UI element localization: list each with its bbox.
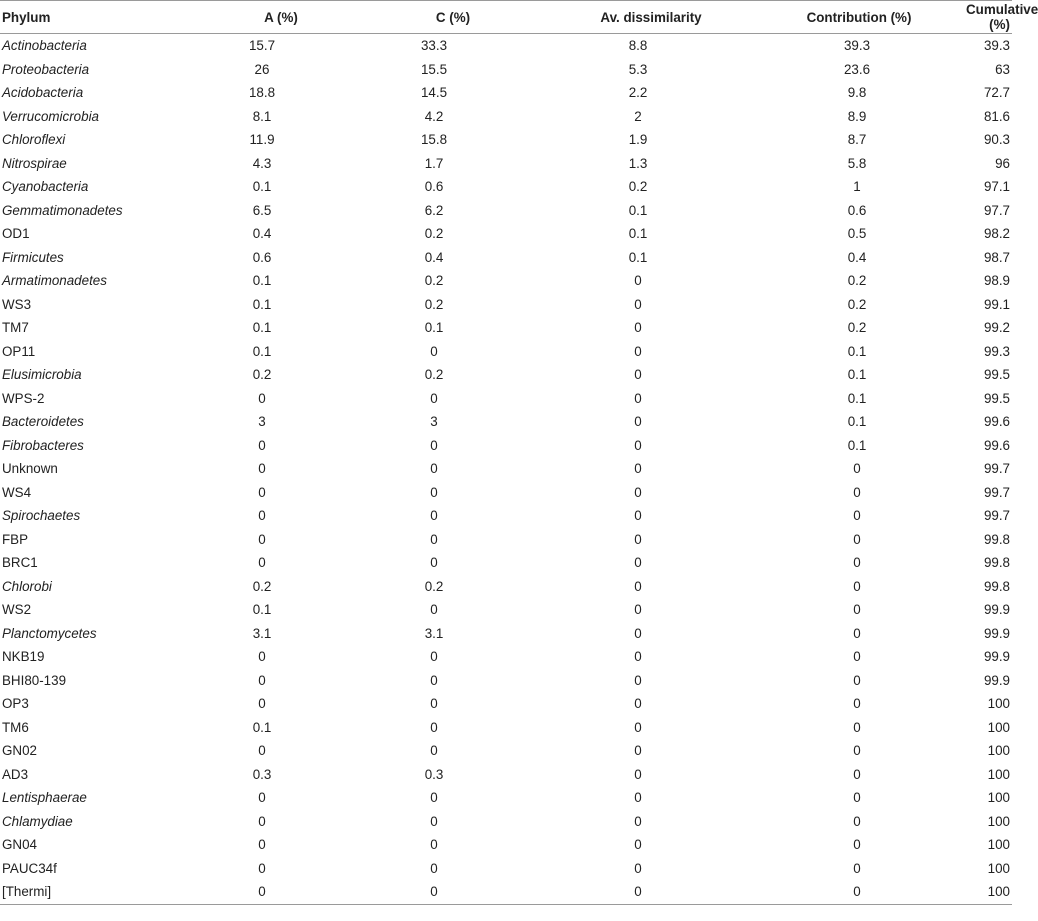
cell-phylum: Nitrospirae — [2, 155, 67, 171]
cell-contribution: 0 — [853, 649, 861, 665]
cell-a: 0 — [258, 743, 266, 759]
cell-phylum: GN04 — [2, 837, 37, 853]
cell-phylum: Chlorobi — [2, 578, 52, 594]
cell-c: 0 — [430, 343, 438, 359]
cell-av-dissimilarity: 0 — [634, 555, 642, 571]
cell-av-dissimilarity: 0 — [634, 320, 642, 336]
header-phylum: Phylum — [0, 1, 184, 34]
cell-a: 18.8 — [248, 85, 276, 101]
cell-cumulative: 98.9 — [983, 273, 1010, 289]
cell-av-dissimilarity: 0 — [528, 880, 748, 904]
cell-a: 0 — [258, 555, 266, 571]
cell-cumulative: 99.5 — [983, 367, 1010, 383]
cell-a: 0 — [258, 437, 266, 453]
table-row — [0, 716, 1012, 740]
cell-av-dissimilarity: 0.1 — [628, 202, 648, 218]
cell-a: 0.2 — [252, 578, 272, 594]
cell-av-dissimilarity: 1.9 — [628, 132, 648, 148]
cell-av-dissimilarity: 0 — [634, 531, 642, 547]
cell-phylum: Planctomycetes — [2, 625, 97, 641]
cell-contribution: 0.1 — [847, 367, 867, 383]
cell-c: 6.2 — [424, 202, 444, 218]
table-body — [0, 34, 1012, 905]
cell-contribution: 39.3 — [843, 38, 871, 54]
cell-cumulative: 98.7 — [983, 249, 1010, 265]
cell-c: 0 — [430, 813, 438, 829]
cell-c: 0.2 — [424, 273, 444, 289]
cell-c: 3 — [430, 414, 438, 430]
cell-av-dissimilarity: 0 — [634, 461, 642, 477]
table-row — [0, 810, 1012, 834]
cell-cumulative: 99.6 — [983, 437, 1010, 453]
header-av-dissimilarity: Av. dissimilarity — [528, 1, 748, 34]
cell-c: 0 — [430, 602, 438, 618]
table-row — [0, 316, 1012, 340]
cell-av-dissimilarity: 0 — [634, 813, 642, 829]
cell-a: 0 — [258, 860, 266, 876]
cell-phylum: TM6 — [2, 719, 29, 735]
cell-phylum: Spirochaetes — [2, 508, 81, 524]
table-row — [0, 387, 1012, 411]
cell-a: 0 — [258, 390, 266, 406]
table-header — [0, 1, 1038, 34]
cell-av-dissimilarity: 0 — [634, 672, 642, 688]
cell-a: 0 — [258, 649, 266, 665]
cell-a: 0 — [184, 880, 340, 904]
table-row — [0, 786, 1012, 810]
cell-c: 0 — [430, 649, 438, 665]
cell-c: 0.3 — [424, 766, 444, 782]
cell-c: 1.7 — [424, 155, 444, 171]
cell-a: 0.6 — [252, 249, 272, 265]
cell-c: 0 — [430, 555, 438, 571]
cell-av-dissimilarity: 0 — [634, 437, 642, 453]
cell-cumulative: 100 — [987, 719, 1010, 735]
cell-cumulative: 100 — [987, 696, 1010, 712]
cell-a: 0.2 — [252, 367, 272, 383]
cell-a: 0 — [258, 484, 266, 500]
cell-av-dissimilarity: 0 — [634, 390, 642, 406]
table-row — [0, 340, 1012, 364]
cell-contribution: 0 — [853, 696, 861, 712]
cell-contribution: 8.7 — [847, 132, 867, 148]
cell-phylum: Bacteroidetes — [2, 414, 84, 430]
cell-contribution: 0 — [853, 578, 861, 594]
cell-contribution: 1 — [853, 179, 861, 195]
cell-contribution: 0 — [853, 625, 861, 641]
header-cumulative: Cumulative (%) — [966, 2, 1038, 32]
cell-cumulative: 99.8 — [983, 531, 1010, 547]
cell-cumulative: 100 — [987, 790, 1010, 806]
cell-cumulative: 99.9 — [983, 625, 1010, 641]
cell-c: 0 — [430, 719, 438, 735]
cell-c: 0 — [430, 461, 438, 477]
cell-a: 0.1 — [252, 273, 272, 289]
cell-c: 0 — [430, 672, 438, 688]
cell-c: 0 — [340, 880, 528, 904]
cell-c: 0.2 — [424, 578, 444, 594]
cell-phylum: [Thermi] — [0, 880, 184, 904]
cell-phylum: PAUC34f — [2, 860, 57, 876]
cell-phylum: Proteobacteria — [2, 61, 90, 77]
table-row — [0, 269, 1012, 293]
table-row — [0, 246, 1012, 270]
cell-cumulative: 99.9 — [983, 672, 1010, 688]
cell-contribution: 9.8 — [847, 85, 867, 101]
cell-contribution: 0.6 — [847, 202, 867, 218]
cell-cumulative: 39.3 — [983, 38, 1010, 54]
cell-av-dissimilarity: 0 — [634, 649, 642, 665]
table-row — [0, 669, 1012, 693]
cell-contribution: 0.1 — [847, 437, 867, 453]
cell-a: 0 — [258, 837, 266, 853]
cell-a: 0 — [258, 508, 266, 524]
table-row — [0, 857, 1012, 881]
cell-contribution: 0 — [853, 766, 861, 782]
cell-a: 0.1 — [252, 343, 272, 359]
table-row — [0, 363, 1012, 387]
cell-c: 0 — [430, 390, 438, 406]
cell-contribution: 0 — [853, 461, 861, 477]
cell-a: 0.1 — [252, 179, 272, 195]
cell-phylum: OD1 — [2, 226, 30, 242]
cell-cumulative: 99.2 — [983, 320, 1010, 336]
cell-phylum: WS3 — [2, 296, 32, 312]
cell-c: 0 — [430, 437, 438, 453]
table-row — [0, 551, 1012, 575]
cell-a: 0.1 — [252, 296, 272, 312]
table-row — [0, 763, 1012, 787]
table-row — [0, 692, 1012, 716]
cell-av-dissimilarity: 0 — [634, 860, 642, 876]
cell-cumulative: 100 — [987, 837, 1010, 853]
cell-contribution: 0.4 — [847, 249, 867, 265]
cell-phylum: Chlamydiae — [2, 813, 73, 829]
header-contribution: Contribution (%) — [748, 1, 966, 34]
table-row — [0, 175, 1012, 199]
cell-phylum: Unknown — [2, 461, 58, 477]
cell-c: 0 — [430, 837, 438, 853]
cell-cumulative: 99.7 — [983, 484, 1010, 500]
cell-a: 0 — [258, 813, 266, 829]
cell-phylum: BRC1 — [2, 555, 38, 571]
cell-phylum: FBP — [2, 531, 29, 547]
cell-cumulative: 99.7 — [983, 508, 1010, 524]
cell-contribution: 0 — [853, 790, 861, 806]
cell-a: 6.5 — [252, 202, 272, 218]
cell-c: 0 — [430, 743, 438, 759]
cell-phylum: AD3 — [2, 766, 29, 782]
cell-c: 0.1 — [424, 320, 444, 336]
table-row — [0, 152, 1012, 176]
cell-a: 0.3 — [252, 766, 272, 782]
cell-c: 3.1 — [424, 625, 444, 641]
cell-cumulative: 99.9 — [983, 649, 1010, 665]
cell-contribution: 0 — [853, 531, 861, 547]
header-a: A (%) — [184, 1, 340, 34]
cell-c: 0.2 — [424, 367, 444, 383]
cell-av-dissimilarity: 0 — [634, 343, 642, 359]
cell-a: 8.1 — [252, 108, 272, 124]
cell-contribution: 0 — [853, 602, 861, 618]
cell-c: 0.4 — [424, 249, 444, 265]
cell-av-dissimilarity: 1.3 — [628, 155, 648, 171]
cell-phylum: WS2 — [2, 602, 32, 618]
cell-av-dissimilarity: 0 — [634, 578, 642, 594]
cell-c: 0 — [430, 531, 438, 547]
header-c: C (%) — [340, 1, 528, 34]
table-row — [0, 833, 1012, 857]
cell-phylum: Gemmatimonadetes — [2, 202, 123, 218]
table-row — [0, 622, 1012, 646]
cell-av-dissimilarity: 0 — [634, 414, 642, 430]
cell-contribution: 0 — [853, 508, 861, 524]
table-row — [0, 598, 1012, 622]
cell-av-dissimilarity: 0.1 — [628, 249, 648, 265]
cell-contribution: 0.1 — [847, 414, 867, 430]
cell-cumulative: 81.6 — [983, 108, 1010, 124]
cell-c: 0 — [430, 484, 438, 500]
cell-a: 26 — [254, 61, 270, 77]
cell-av-dissimilarity: 0 — [634, 837, 642, 853]
cell-contribution: 0 — [853, 719, 861, 735]
cell-av-dissimilarity: 0 — [634, 296, 642, 312]
table-row — [0, 739, 1012, 763]
cell-a: 15.7 — [248, 38, 276, 54]
cell-phylum: WPS-2 — [2, 390, 45, 406]
table-row — [0, 504, 1012, 528]
cell-contribution: 0 — [853, 672, 861, 688]
cell-contribution: 0 — [853, 813, 861, 829]
cell-cumulative: 72.7 — [983, 85, 1010, 101]
cell-av-dissimilarity: 0 — [634, 743, 642, 759]
cell-c: 0 — [430, 508, 438, 524]
cell-av-dissimilarity: 2.2 — [628, 85, 648, 101]
cell-c: 15.5 — [420, 61, 448, 77]
cell-av-dissimilarity: 0 — [634, 367, 642, 383]
cell-cumulative: 100 — [987, 860, 1010, 876]
table-row — [0, 880, 1012, 904]
cell-cumulative: 99.6 — [983, 414, 1010, 430]
table-row — [0, 575, 1012, 599]
cell-c: 15.8 — [420, 132, 448, 148]
cell-a: 0 — [258, 696, 266, 712]
cell-cumulative: 96 — [995, 155, 1010, 171]
cell-av-dissimilarity: 0 — [634, 696, 642, 712]
cell-contribution: 0.1 — [847, 390, 867, 406]
cell-contribution: 0 — [853, 743, 861, 759]
cell-contribution: 8.9 — [847, 108, 867, 124]
table-row — [0, 434, 1012, 458]
cell-av-dissimilarity: 8.8 — [628, 38, 648, 54]
cell-phylum: Fibrobacteres — [2, 437, 84, 453]
cell-phylum: Cyanobacteria — [2, 179, 89, 195]
cell-av-dissimilarity: 0 — [634, 602, 642, 618]
cell-cumulative: 99.8 — [983, 555, 1010, 571]
cell-phylum: Acidobacteria — [2, 85, 84, 101]
cell-a: 0.1 — [252, 320, 272, 336]
cell-phylum: Firmicutes — [2, 249, 64, 265]
cell-cumulative: 97.1 — [983, 179, 1010, 195]
cell-phylum: BHI80-139 — [2, 672, 67, 688]
table-row — [0, 222, 1012, 246]
cell-contribution: 0.2 — [847, 320, 867, 336]
cell-phylum: OP3 — [2, 696, 29, 712]
cell-phylum: WS4 — [2, 484, 32, 500]
cell-a: 0 — [258, 531, 266, 547]
cell-phylum: NKB19 — [2, 649, 45, 665]
cell-phylum: Elusimicrobia — [2, 367, 82, 383]
cell-a: 11.9 — [249, 132, 275, 148]
cell-phylum: Chloroflexi — [2, 132, 66, 148]
table-row — [0, 293, 1012, 317]
cell-a: 4.3 — [252, 155, 272, 171]
cell-c: 0.2 — [424, 226, 444, 242]
cell-cumulative: 99.3 — [983, 343, 1010, 359]
table-row — [0, 481, 1012, 505]
cell-cumulative: 100 — [966, 880, 1012, 904]
cell-c: 0.6 — [424, 179, 444, 195]
cell-phylum: TM7 — [2, 320, 29, 336]
cell-contribution: 0 — [853, 555, 861, 571]
cell-c: 33.3 — [420, 38, 448, 54]
cell-contribution: 0.2 — [847, 296, 867, 312]
cell-cumulative: 99.7 — [983, 461, 1010, 477]
table-row — [0, 105, 1012, 129]
table-row — [0, 58, 1012, 82]
cell-av-dissimilarity: 0.2 — [628, 179, 648, 195]
cell-phylum: OP11 — [2, 343, 36, 359]
cell-a: 0.1 — [252, 602, 272, 618]
cell-c: 0 — [430, 696, 438, 712]
cell-phylum: Verrucomicrobia — [2, 108, 99, 124]
cell-cumulative: 90.3 — [983, 132, 1010, 148]
cell-contribution: 0 — [853, 484, 861, 500]
cell-c: 0.2 — [424, 296, 444, 312]
cell-c: 4.2 — [424, 108, 444, 124]
table-row — [0, 81, 1012, 105]
cell-av-dissimilarity: 0 — [634, 508, 642, 524]
cell-av-dissimilarity: 0 — [634, 625, 642, 641]
cell-contribution: 0 — [853, 860, 861, 876]
table-row — [0, 34, 1012, 58]
cell-contribution: 0.1 — [847, 343, 867, 359]
cell-av-dissimilarity: 0 — [634, 790, 642, 806]
cell-cumulative: 99.9 — [983, 602, 1010, 618]
table-row — [0, 410, 1012, 434]
cell-a: 0 — [258, 672, 266, 688]
cell-av-dissimilarity: 0 — [634, 766, 642, 782]
cell-phylum: Lentisphaerae — [2, 790, 87, 806]
cell-contribution: 0.5 — [847, 226, 867, 242]
table-row — [0, 457, 1012, 481]
cell-c: 0 — [430, 790, 438, 806]
cell-cumulative: 99.8 — [983, 578, 1010, 594]
cell-av-dissimilarity: 5.3 — [628, 61, 648, 77]
cell-contribution: 5.8 — [847, 155, 867, 171]
cell-a: 3 — [258, 414, 266, 430]
cell-cumulative: 100 — [987, 743, 1010, 759]
cell-av-dissimilarity: 0 — [634, 484, 642, 500]
cell-a: 0 — [258, 790, 266, 806]
table-row — [0, 645, 1012, 669]
cell-cumulative: 97.7 — [983, 202, 1010, 218]
cell-c: 14.5 — [420, 85, 448, 101]
table-row — [0, 528, 1012, 552]
cell-cumulative: 99.5 — [983, 390, 1010, 406]
cell-contribution: 23.6 — [843, 61, 871, 77]
cell-av-dissimilarity: 0 — [634, 719, 642, 735]
cell-contribution: 0.2 — [847, 273, 867, 289]
cell-cumulative: 100 — [987, 766, 1010, 782]
cell-cumulative: 98.2 — [983, 226, 1010, 242]
table-row — [0, 128, 1012, 152]
cell-c: 0 — [430, 860, 438, 876]
cell-av-dissimilarity: 2 — [634, 108, 642, 124]
cell-contribution: 0 — [748, 880, 966, 904]
cell-a: 3.1 — [252, 625, 272, 641]
cell-phylum: Actinobacteria — [2, 38, 87, 54]
cell-cumulative: 63 — [995, 61, 1010, 77]
table-row — [0, 199, 1012, 223]
cell-cumulative: 99.1 — [983, 296, 1010, 312]
cell-phylum: GN02 — [2, 743, 37, 759]
header-row — [0, 1, 1012, 34]
cell-av-dissimilarity: 0.1 — [628, 226, 648, 242]
cell-cumulative: 100 — [987, 813, 1010, 829]
cell-phylum: Armatimonadetes — [2, 273, 107, 289]
cell-a: 0.4 — [252, 226, 272, 242]
cell-a: 0.1 — [252, 719, 272, 735]
cell-a: 0 — [258, 461, 266, 477]
cell-contribution: 0 — [853, 837, 861, 853]
cell-av-dissimilarity: 0 — [634, 273, 642, 289]
